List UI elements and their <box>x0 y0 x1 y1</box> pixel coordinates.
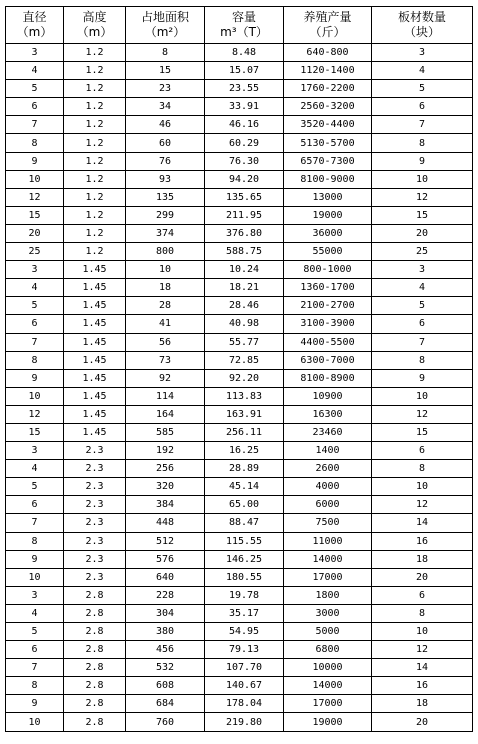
cell-area: 684 <box>126 695 205 713</box>
cell-yield: 14000 <box>284 677 372 695</box>
cell-capacity: 54.95 <box>205 623 284 641</box>
cell-diameter: 6 <box>6 98 64 116</box>
cell-capacity: 135.65 <box>205 188 284 206</box>
cell-diameter: 4 <box>6 62 64 80</box>
table-row <box>6 532 473 550</box>
cell-panels: 12 <box>372 641 473 659</box>
cell-yield: 19000 <box>284 713 372 731</box>
cell-diameter: 10 <box>6 170 64 188</box>
table-row <box>6 152 473 170</box>
cell-diameter: 9 <box>6 369 64 387</box>
cell-diameter: 5 <box>6 297 64 315</box>
cell-panels: 8 <box>372 134 473 152</box>
cell-diameter: 10 <box>6 387 64 405</box>
cell-diameter: 8 <box>6 134 64 152</box>
cell-height: 1.45 <box>64 279 126 297</box>
cell-panels: 8 <box>372 604 473 622</box>
cell-capacity: 46.16 <box>205 116 284 134</box>
cell-capacity: 140.67 <box>205 677 284 695</box>
cell-panels: 20 <box>372 713 473 731</box>
cell-yield: 6000 <box>284 496 372 514</box>
cell-diameter: 5 <box>6 80 64 98</box>
cell-area: 256 <box>126 460 205 478</box>
table-row <box>6 279 473 297</box>
cell-diameter: 6 <box>6 315 64 333</box>
cell-yield: 17000 <box>284 568 372 586</box>
cell-diameter: 7 <box>6 514 64 532</box>
table-row <box>6 297 473 315</box>
cell-height: 1.45 <box>64 423 126 441</box>
cell-yield: 11000 <box>284 532 372 550</box>
table-row <box>6 387 473 405</box>
cell-panels: 12 <box>372 405 473 423</box>
cell-height: 2.8 <box>64 677 126 695</box>
table-row <box>6 134 473 152</box>
cell-yield: 1400 <box>284 442 372 460</box>
cell-yield: 19000 <box>284 206 372 224</box>
cell-area: 76 <box>126 152 205 170</box>
cell-area: 18 <box>126 279 205 297</box>
cell-height: 1.45 <box>64 333 126 351</box>
cell-area: 92 <box>126 369 205 387</box>
cell-area: 135 <box>126 188 205 206</box>
table-row <box>6 677 473 695</box>
header-height: 高度 （m） <box>64 7 126 44</box>
cell-diameter: 10 <box>6 713 64 731</box>
cell-area: 114 <box>126 387 205 405</box>
cell-height: 1.2 <box>64 98 126 116</box>
cell-capacity: 10.24 <box>205 261 284 279</box>
cell-area: 374 <box>126 224 205 242</box>
table-row <box>6 496 473 514</box>
cell-height: 1.45 <box>64 405 126 423</box>
table-row <box>6 315 473 333</box>
cell-height: 2.3 <box>64 514 126 532</box>
table-row <box>6 80 473 98</box>
cell-diameter: 12 <box>6 188 64 206</box>
cell-panels: 15 <box>372 206 473 224</box>
cell-diameter: 7 <box>6 659 64 677</box>
cell-yield: 640-800 <box>284 44 372 62</box>
cell-area: 299 <box>126 206 205 224</box>
cell-panels: 12 <box>372 496 473 514</box>
cell-yield: 8100-8900 <box>284 369 372 387</box>
cell-panels: 20 <box>372 224 473 242</box>
cell-capacity: 19.78 <box>205 586 284 604</box>
cell-diameter: 6 <box>6 641 64 659</box>
table-row <box>6 333 473 351</box>
cell-height: 2.3 <box>64 496 126 514</box>
cell-panels: 7 <box>372 116 473 134</box>
cell-area: 56 <box>126 333 205 351</box>
cell-height: 1.45 <box>64 351 126 369</box>
cell-area: 23 <box>126 80 205 98</box>
table-row <box>6 641 473 659</box>
cell-panels: 10 <box>372 387 473 405</box>
cell-height: 2.3 <box>64 532 126 550</box>
header-diameter: 直径 （m） <box>6 7 64 44</box>
cell-yield: 23460 <box>284 423 372 441</box>
cell-height: 1.45 <box>64 369 126 387</box>
cell-height: 1.45 <box>64 297 126 315</box>
cell-area: 73 <box>126 351 205 369</box>
cell-diameter: 25 <box>6 243 64 261</box>
cell-capacity: 178.04 <box>205 695 284 713</box>
cell-yield: 6300-7000 <box>284 351 372 369</box>
cell-panels: 4 <box>372 62 473 80</box>
table-row <box>6 550 473 568</box>
cell-diameter: 7 <box>6 116 64 134</box>
cell-yield: 17000 <box>284 695 372 713</box>
cell-panels: 25 <box>372 243 473 261</box>
cell-panels: 3 <box>372 44 473 62</box>
table-row <box>6 659 473 677</box>
table-header <box>6 7 473 44</box>
cell-diameter: 12 <box>6 405 64 423</box>
cell-capacity: 18.21 <box>205 279 284 297</box>
cell-height: 2.8 <box>64 623 126 641</box>
cell-yield: 14000 <box>284 550 372 568</box>
cell-height: 1.45 <box>64 315 126 333</box>
cell-height: 2.3 <box>64 550 126 568</box>
cell-yield: 3100-3900 <box>284 315 372 333</box>
table-row <box>6 170 473 188</box>
cell-yield: 10900 <box>284 387 372 405</box>
cell-panels: 14 <box>372 659 473 677</box>
cell-yield: 5130-5700 <box>284 134 372 152</box>
header-capacity: 容量 m³（T） <box>205 7 284 44</box>
cell-panels: 8 <box>372 351 473 369</box>
cell-capacity: 107.70 <box>205 659 284 677</box>
cell-yield: 5000 <box>284 623 372 641</box>
cell-diameter: 8 <box>6 351 64 369</box>
cell-area: 320 <box>126 478 205 496</box>
cell-area: 532 <box>126 659 205 677</box>
cell-panels: 6 <box>372 315 473 333</box>
cell-panels: 14 <box>372 514 473 532</box>
table-row <box>6 98 473 116</box>
cell-height: 1.2 <box>64 188 126 206</box>
cell-panels: 15 <box>372 423 473 441</box>
cell-area: 28 <box>126 297 205 315</box>
cell-diameter: 20 <box>6 224 64 242</box>
cell-capacity: 15.07 <box>205 62 284 80</box>
cell-height: 2.3 <box>64 442 126 460</box>
cell-panels: 20 <box>372 568 473 586</box>
cell-capacity: 23.55 <box>205 80 284 98</box>
cell-capacity: 33.91 <box>205 98 284 116</box>
table-body <box>6 44 473 732</box>
cell-yield: 16300 <box>284 405 372 423</box>
cell-area: 8 <box>126 44 205 62</box>
cell-area: 448 <box>126 514 205 532</box>
cell-yield: 8100-9000 <box>284 170 372 188</box>
cell-height: 2.3 <box>64 460 126 478</box>
cell-height: 2.3 <box>64 478 126 496</box>
cell-height: 2.8 <box>64 659 126 677</box>
table-row <box>6 423 473 441</box>
cell-area: 93 <box>126 170 205 188</box>
cell-panels: 10 <box>372 478 473 496</box>
cell-height: 1.2 <box>64 224 126 242</box>
cell-area: 760 <box>126 713 205 731</box>
cell-area: 585 <box>126 423 205 441</box>
cell-area: 41 <box>126 315 205 333</box>
cell-panels: 16 <box>372 532 473 550</box>
cell-capacity: 376.80 <box>205 224 284 242</box>
table-row <box>6 568 473 586</box>
cell-height: 2.8 <box>64 604 126 622</box>
cell-area: 304 <box>126 604 205 622</box>
cell-area: 640 <box>126 568 205 586</box>
cell-height: 1.2 <box>64 116 126 134</box>
cell-capacity: 92.20 <box>205 369 284 387</box>
cell-diameter: 5 <box>6 478 64 496</box>
cell-yield: 4000 <box>284 478 372 496</box>
header-yield: 养殖产量 （斤） <box>284 7 372 44</box>
table-row <box>6 188 473 206</box>
cell-area: 380 <box>126 623 205 641</box>
cell-capacity: 211.95 <box>205 206 284 224</box>
table-row <box>6 351 473 369</box>
cell-yield: 10000 <box>284 659 372 677</box>
cell-panels: 3 <box>372 261 473 279</box>
cell-capacity: 60.29 <box>205 134 284 152</box>
cell-diameter: 15 <box>6 206 64 224</box>
table-row <box>6 623 473 641</box>
cell-area: 608 <box>126 677 205 695</box>
cell-yield: 1760-2200 <box>284 80 372 98</box>
cell-capacity: 146.25 <box>205 550 284 568</box>
cell-diameter: 9 <box>6 550 64 568</box>
cell-area: 15 <box>126 62 205 80</box>
cell-height: 1.2 <box>64 44 126 62</box>
table-row <box>6 478 473 496</box>
cell-diameter: 10 <box>6 568 64 586</box>
cell-area: 60 <box>126 134 205 152</box>
cell-area: 384 <box>126 496 205 514</box>
cell-height: 1.45 <box>64 387 126 405</box>
cell-yield: 13000 <box>284 188 372 206</box>
cell-capacity: 55.77 <box>205 333 284 351</box>
cell-height: 2.3 <box>64 568 126 586</box>
cell-diameter: 15 <box>6 423 64 441</box>
cell-diameter: 6 <box>6 496 64 514</box>
cell-height: 2.8 <box>64 695 126 713</box>
cell-capacity: 163.91 <box>205 405 284 423</box>
cell-diameter: 3 <box>6 261 64 279</box>
cell-panels: 10 <box>372 170 473 188</box>
cell-capacity: 588.75 <box>205 243 284 261</box>
cell-area: 164 <box>126 405 205 423</box>
cell-area: 576 <box>126 550 205 568</box>
cell-height: 1.2 <box>64 80 126 98</box>
cell-diameter: 3 <box>6 586 64 604</box>
cell-diameter: 4 <box>6 279 64 297</box>
cell-panels: 4 <box>372 279 473 297</box>
cell-yield: 1800 <box>284 586 372 604</box>
spec-table <box>5 6 473 732</box>
table-row <box>6 369 473 387</box>
table-row <box>6 116 473 134</box>
cell-area: 800 <box>126 243 205 261</box>
cell-diameter: 3 <box>6 44 64 62</box>
cell-yield: 2100-2700 <box>284 297 372 315</box>
cell-capacity: 88.47 <box>205 514 284 532</box>
cell-capacity: 16.25 <box>205 442 284 460</box>
cell-capacity: 256.11 <box>205 423 284 441</box>
cell-capacity: 79.13 <box>205 641 284 659</box>
cell-diameter: 4 <box>6 604 64 622</box>
cell-yield: 1360-1700 <box>284 279 372 297</box>
cell-yield: 6570-7300 <box>284 152 372 170</box>
cell-area: 228 <box>126 586 205 604</box>
cell-capacity: 76.30 <box>205 152 284 170</box>
cell-panels: 16 <box>372 677 473 695</box>
table-row <box>6 713 473 731</box>
cell-yield: 1120-1400 <box>284 62 372 80</box>
cell-diameter: 8 <box>6 532 64 550</box>
table-row <box>6 604 473 622</box>
table-row <box>6 261 473 279</box>
cell-yield: 3000 <box>284 604 372 622</box>
cell-yield: 800-1000 <box>284 261 372 279</box>
cell-panels: 7 <box>372 333 473 351</box>
cell-height: 1.2 <box>64 206 126 224</box>
table-row <box>6 460 473 478</box>
cell-yield: 36000 <box>284 224 372 242</box>
table-row <box>6 62 473 80</box>
cell-panels: 18 <box>372 550 473 568</box>
cell-diameter: 8 <box>6 677 64 695</box>
cell-height: 1.2 <box>64 243 126 261</box>
cell-panels: 5 <box>372 297 473 315</box>
cell-capacity: 28.89 <box>205 460 284 478</box>
header-row <box>6 7 473 44</box>
header-panels: 板材数量 （块） <box>372 7 473 44</box>
cell-yield: 2560-3200 <box>284 98 372 116</box>
cell-height: 1.45 <box>64 261 126 279</box>
cell-height: 2.8 <box>64 586 126 604</box>
cell-capacity: 72.85 <box>205 351 284 369</box>
header-area: 占地面积 （m²） <box>126 7 205 44</box>
cell-height: 2.8 <box>64 641 126 659</box>
cell-height: 2.8 <box>64 713 126 731</box>
table-row <box>6 405 473 423</box>
cell-area: 512 <box>126 532 205 550</box>
cell-panels: 10 <box>372 623 473 641</box>
cell-panels: 9 <box>372 152 473 170</box>
cell-capacity: 94.20 <box>205 170 284 188</box>
cell-diameter: 4 <box>6 460 64 478</box>
cell-panels: 6 <box>372 586 473 604</box>
table-row <box>6 44 473 62</box>
cell-panels: 5 <box>372 80 473 98</box>
cell-capacity: 45.14 <box>205 478 284 496</box>
cell-panels: 6 <box>372 442 473 460</box>
cell-diameter: 5 <box>6 623 64 641</box>
cell-diameter: 9 <box>6 152 64 170</box>
cell-height: 1.2 <box>64 152 126 170</box>
cell-area: 34 <box>126 98 205 116</box>
cell-yield: 3520-4400 <box>284 116 372 134</box>
table-row <box>6 695 473 713</box>
cell-capacity: 28.46 <box>205 297 284 315</box>
cell-height: 1.2 <box>64 134 126 152</box>
cell-diameter: 9 <box>6 695 64 713</box>
cell-capacity: 180.55 <box>205 568 284 586</box>
cell-panels: 9 <box>372 369 473 387</box>
cell-capacity: 8.48 <box>205 44 284 62</box>
cell-capacity: 35.17 <box>205 604 284 622</box>
cell-capacity: 115.55 <box>205 532 284 550</box>
cell-capacity: 219.80 <box>205 713 284 731</box>
cell-panels: 6 <box>372 98 473 116</box>
cell-capacity: 65.00 <box>205 496 284 514</box>
cell-yield: 7500 <box>284 514 372 532</box>
cell-capacity: 40.98 <box>205 315 284 333</box>
cell-panels: 18 <box>372 695 473 713</box>
table-row <box>6 243 473 261</box>
cell-yield: 2600 <box>284 460 372 478</box>
cell-area: 46 <box>126 116 205 134</box>
cell-yield: 6800 <box>284 641 372 659</box>
cell-yield: 55000 <box>284 243 372 261</box>
cell-area: 456 <box>126 641 205 659</box>
cell-diameter: 3 <box>6 442 64 460</box>
cell-panels: 12 <box>372 188 473 206</box>
cell-height: 1.2 <box>64 170 126 188</box>
table-row <box>6 514 473 532</box>
cell-area: 192 <box>126 442 205 460</box>
table-row <box>6 224 473 242</box>
cell-diameter: 7 <box>6 333 64 351</box>
cell-capacity: 113.83 <box>205 387 284 405</box>
table-row <box>6 206 473 224</box>
cell-panels: 8 <box>372 460 473 478</box>
cell-yield: 4400-5500 <box>284 333 372 351</box>
cell-height: 1.2 <box>64 62 126 80</box>
table-row <box>6 586 473 604</box>
table-row <box>6 442 473 460</box>
cell-area: 10 <box>126 261 205 279</box>
